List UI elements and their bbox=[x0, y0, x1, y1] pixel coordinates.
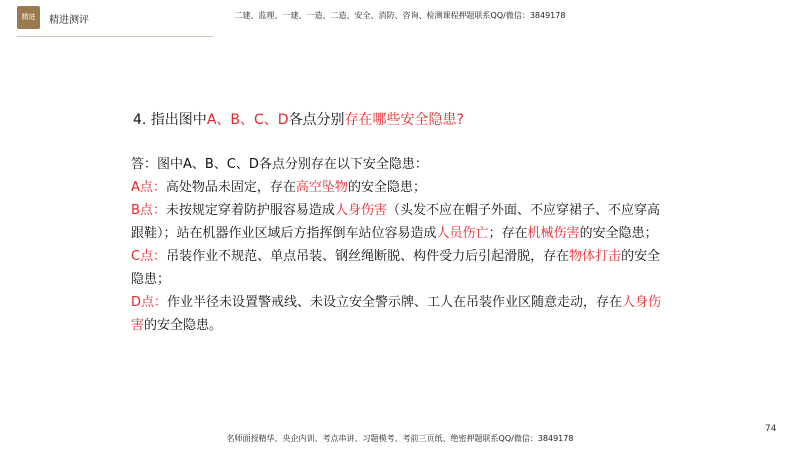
question-prefix: 4. 指出图中 bbox=[133, 112, 207, 128]
point-a-text-end: 的安全隐患； bbox=[347, 180, 426, 195]
answer-intro: 答：图中A、B、C、D各点分别存在以下安全隐患： bbox=[131, 157, 428, 172]
header-banner: 二建、监理、一建、一造、二造、安全、消防、咨询、检测课程押题联系QQ/微信：3849178 bbox=[234, 11, 566, 20]
page-number: 74 bbox=[765, 424, 777, 434]
point-c-label: C点： bbox=[131, 249, 167, 264]
answer-point-d bbox=[96, 291, 666, 337]
point-b-label: B点： bbox=[131, 203, 166, 218]
point-c-text: 吊装作业不规范、单点吊装、钢丝绳断脱、构件受力后引起滑脱，存在 bbox=[166, 249, 570, 264]
point-b-hazard-2: 人员伤亡 bbox=[436, 226, 489, 241]
point-a-hazard: 高空坠物 bbox=[295, 180, 348, 195]
brand-name: 精进测评 bbox=[49, 15, 89, 26]
point-b-text-2: （头发不应在帽子外面、不应穿裙子、不应穿高跟鞋）；站在机器作业区域后方指挥倒车站位容易造成 bbox=[131, 203, 660, 241]
point-d-hazard: 人身伤害 bbox=[131, 295, 662, 333]
answer-point-a bbox=[96, 176, 666, 199]
point-b-text-3: ；存在 bbox=[488, 226, 528, 241]
question-emphasis: 存在哪些安全隐患? bbox=[344, 112, 464, 128]
brand-divider bbox=[17, 36, 213, 37]
footer-banner: 名师面授精华、央企内训、考点串讲、习题模考、考前三页纸、绝密押题联系QQ/微信：3849178 bbox=[226, 434, 574, 443]
brand-logo: 精进 bbox=[17, 6, 40, 29]
point-a-label: A点： bbox=[131, 180, 166, 195]
point-b-hazard-1: 人身伤害 bbox=[334, 203, 387, 218]
point-c-text-end: 的安全隐患； bbox=[131, 249, 661, 287]
point-c-hazard: 物体打击 bbox=[569, 249, 622, 264]
answer-point-b bbox=[96, 199, 666, 245]
question-points: A、B、C、D bbox=[206, 112, 289, 128]
point-d-text-end: 的安全隐患。 bbox=[144, 318, 223, 333]
question-title bbox=[133, 109, 464, 129]
point-d-text: 作业半径未设置警戒线、未设立安全警示牌、工人在吊装作业区随意走动，存在 bbox=[167, 295, 623, 310]
point-a-text: 高处物品未固定，存在 bbox=[165, 180, 296, 195]
answer-point-c bbox=[96, 245, 666, 291]
point-b-text: 未按规定穿着防护服容易造成 bbox=[165, 203, 335, 218]
point-b-text-end: 的安全隐患； bbox=[579, 226, 658, 241]
point-d-label: D点： bbox=[131, 295, 168, 310]
answer-block bbox=[96, 153, 666, 337]
point-b-hazard-3: 机械伤害 bbox=[527, 226, 580, 241]
question-middle: 各点分别 bbox=[288, 112, 345, 128]
